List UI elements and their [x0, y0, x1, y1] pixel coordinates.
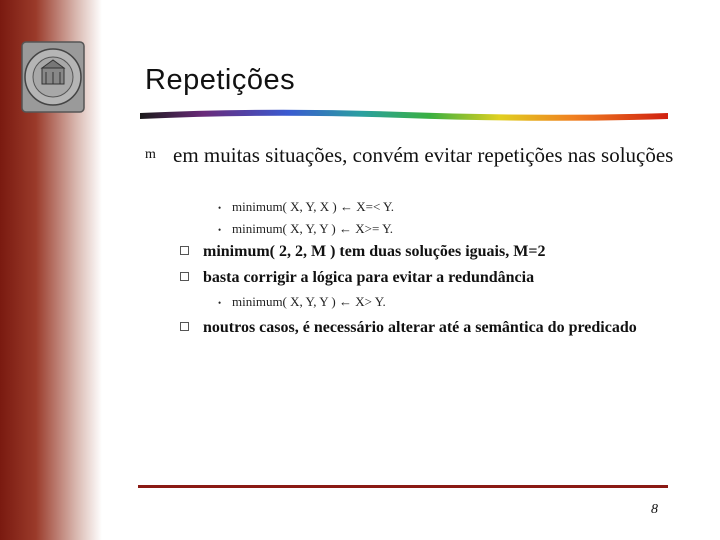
dot-bullet-icon: • [218, 225, 222, 236]
sub-clause-3-text: minimum( X, Y, Y ) ← X> Y. [232, 294, 386, 309]
dot-bullet-icon: • [218, 298, 222, 309]
sub-clause-1 [218, 199, 394, 216]
sub-clause-2-text: minimum( X, Y, Y ) ← X>= Y. [232, 221, 394, 236]
sub-clause-2 [218, 221, 393, 238]
footer-rule [138, 485, 668, 488]
square-bullet-icon [180, 272, 189, 281]
point-1 [180, 242, 545, 262]
university-seal-logo [20, 40, 86, 114]
point-3 [180, 318, 637, 338]
bullet-marker-icon: m [145, 147, 156, 162]
slide-title: Repetições [145, 64, 296, 96]
main-bullet-text: em muitas situações, convém evitar repetições nas soluções [173, 143, 674, 167]
sub-clause-3 [218, 294, 386, 311]
square-bullet-icon [180, 246, 189, 255]
main-bullet [145, 142, 675, 168]
square-bullet-icon [180, 322, 189, 331]
sub-clause-1-text: minimum( X, Y, X ) ← X=< Y. [232, 199, 395, 214]
point-1-text: minimum( 2, 2, M ) tem duas soluções iguais, M=2 [203, 243, 546, 260]
point-2 [180, 268, 534, 288]
dot-bullet-icon: • [218, 203, 222, 214]
page-number: 8 [651, 502, 658, 517]
point-2-text: basta corrigir a lógica para evitar a redundância [203, 269, 535, 286]
title-rainbow-rule [140, 104, 668, 124]
point-3-text: noutros casos, é necessário alterar até a semântica do predicado [203, 319, 637, 336]
